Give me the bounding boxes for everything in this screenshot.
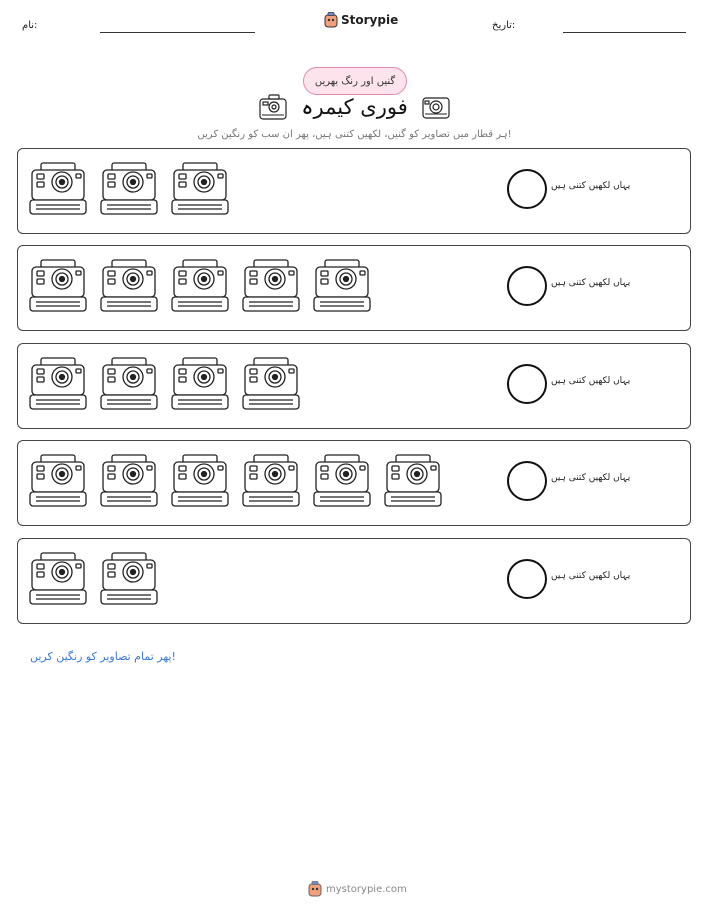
answer-label: یہاں لکھیں کتنی ہیں <box>551 376 631 386</box>
instant-camera-icon <box>383 453 443 509</box>
answer-circle[interactable] <box>507 559 547 599</box>
camera-group <box>28 453 443 509</box>
storypie-logo-icon <box>308 881 322 897</box>
answer-circle[interactable] <box>507 364 547 404</box>
instant-camera-icon <box>312 258 372 314</box>
counting-row <box>17 245 691 331</box>
instant-camera-icon <box>99 453 159 509</box>
instant-camera-icon <box>312 453 372 509</box>
instant-camera-icon <box>257 93 289 121</box>
brand-name: Storypie <box>341 13 399 27</box>
name-line[interactable] <box>100 32 255 33</box>
instant-camera-icon <box>28 551 88 607</box>
instant-camera-icon <box>241 356 301 412</box>
date-line[interactable] <box>563 32 686 33</box>
instant-camera-icon <box>241 258 301 314</box>
counting-row <box>17 148 691 234</box>
name-label: نام: <box>22 20 38 31</box>
storypie-logo-icon <box>324 12 338 28</box>
counting-row <box>17 440 691 526</box>
activity-badge <box>303 67 407 95</box>
camera-group <box>28 161 230 217</box>
camera-group <box>28 356 301 412</box>
instant-camera-icon <box>99 356 159 412</box>
instant-camera-icon <box>170 161 230 217</box>
instant-camera-icon <box>170 258 230 314</box>
counting-row <box>17 538 691 624</box>
activity-badge-text: گنیں اور رنگ بھریں <box>314 75 396 87</box>
instant-camera-icon <box>28 356 88 412</box>
camera-group <box>28 258 372 314</box>
camera-group <box>28 551 159 607</box>
instant-camera-icon <box>99 161 159 217</box>
instant-camera-icon <box>170 453 230 509</box>
answer-label: یہاں لکھیں کتنی ہیں <box>551 181 631 191</box>
counting-row <box>17 343 691 429</box>
answer-label: یہاں لکھیں کتنی ہیں <box>551 278 631 288</box>
answer-circle[interactable] <box>507 266 547 306</box>
answer-label: یہاں لکھیں کتنی ہیں <box>551 571 631 581</box>
instant-camera-icon <box>99 551 159 607</box>
footer-note: پھر تمام تصاویر کو رنگین کریں! <box>30 650 176 663</box>
footer <box>308 881 407 897</box>
footer-url: mystorypie.com <box>326 883 407 895</box>
instant-camera-icon <box>420 93 452 121</box>
instant-camera-icon <box>170 356 230 412</box>
instant-camera-icon <box>241 453 301 509</box>
date-label: تاریخ: <box>492 20 516 31</box>
instant-camera-icon <box>28 161 88 217</box>
instructions: ہر قطار میں تصاویر کو گنیں، لکھیں کتنی ہیں، پھر ان سب کو رنگین کریں! <box>197 129 512 140</box>
instant-camera-icon <box>28 258 88 314</box>
brand <box>324 12 398 28</box>
title-row <box>0 93 709 121</box>
instant-camera-icon <box>99 258 159 314</box>
answer-circle[interactable] <box>507 169 547 209</box>
page-title: فوری کیمرہ <box>301 95 408 119</box>
instant-camera-icon <box>28 453 88 509</box>
answer-circle[interactable] <box>507 461 547 501</box>
answer-label: یہاں لکھیں کتنی ہیں <box>551 473 631 483</box>
